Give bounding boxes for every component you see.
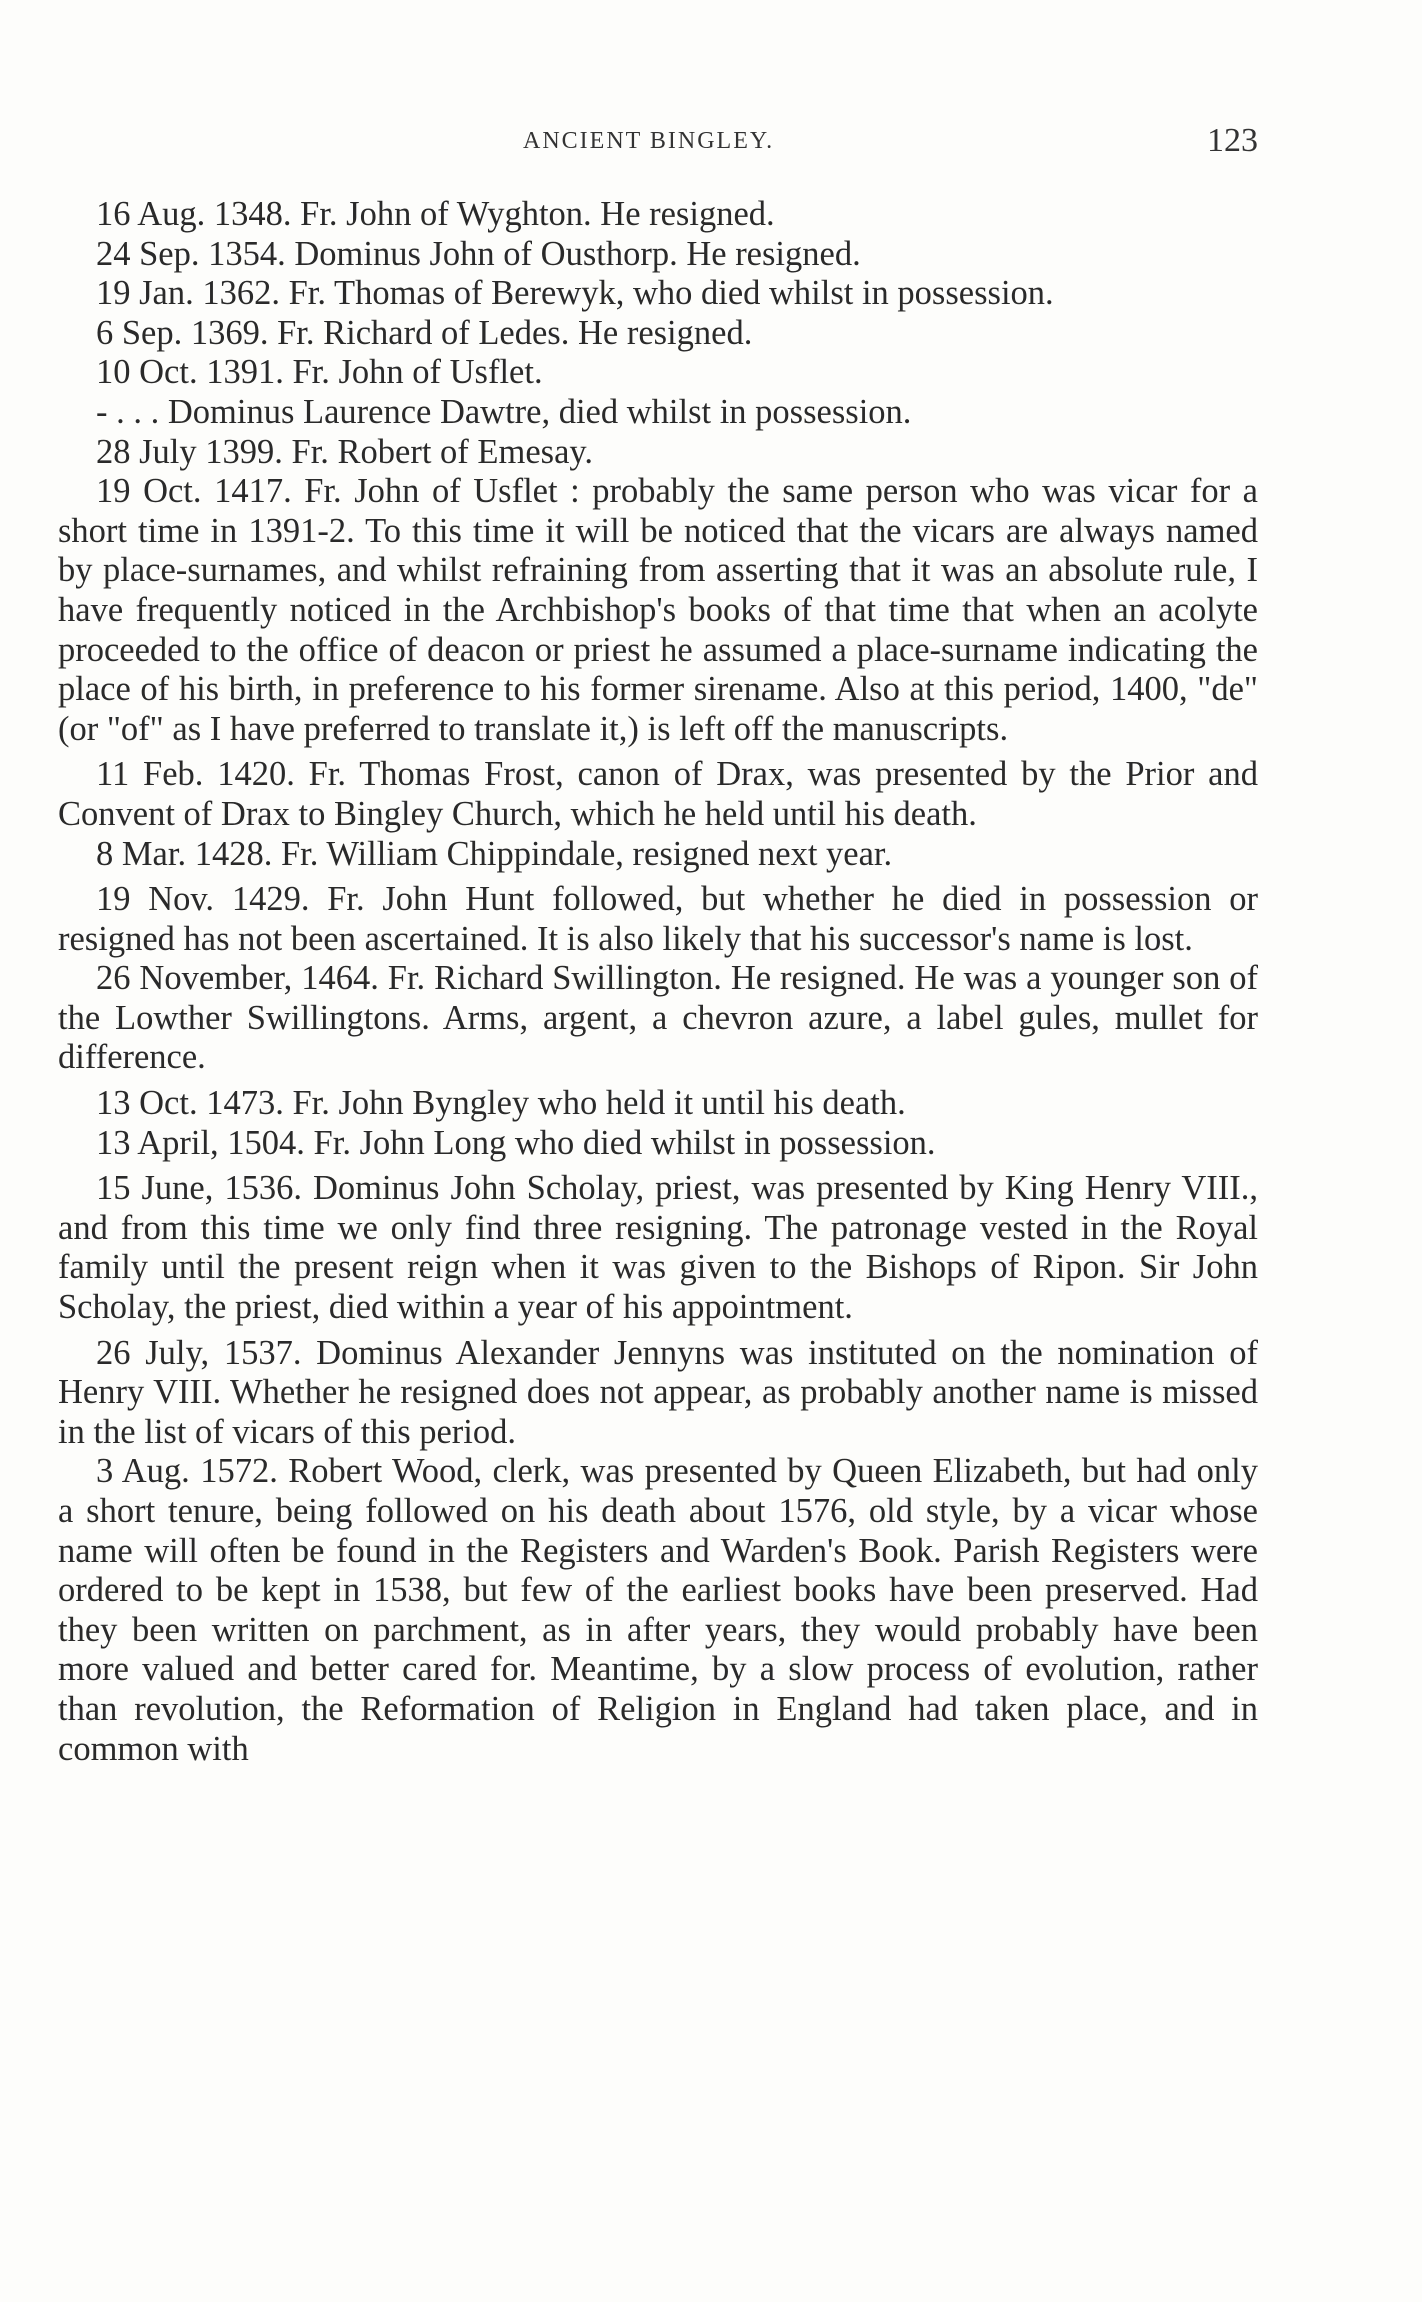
vicar-list-text (58, 195, 1258, 1769)
entry-1348: 16 Aug. 1348. Fr. John of Wyghton. He resigned. (96, 195, 775, 233)
entry-1417: 19 Oct. 1417. Fr. John of Usflet : probably the same person who was vicar for a short time in 1391-2. To this time it will be noticed that the vicars are always named by place-surnames, and whilst refraining from asserting that it was an absolute rule, I have frequently noticed in the Archbishop's books of that time that when an acolyte proceeded to the office of deacon or priest he assumed a place-surname indicating the place of his birth, in preference to his former sirename. Also at this period, 1400, "de" (or "of" as I have preferred to translate it,) is left off the manuscripts. (58, 472, 1258, 748)
running-title: ANCIENT BINGLEY. (523, 128, 775, 154)
entry-1428: 8 Mar. 1428. Fr. William Chippindale, resigned next year. (96, 834, 893, 873)
entry-1572: 3 Aug. 1572. Robert Wood, clerk, was presented by Queen Elizabeth, but had only a short tenure, being followed on his death about 1576, old style, by a vicar whose name will often be found in the Registers and Warden's Book. Parish Registers were ordered to be kept in 1538, but few of the earliest books have been preserved. Had they been written on parchment, as in after years, they would probably have been more valued and better cared for. Meantime, by a slow process of evolution, rather than revolution, the Reformation of Religion in England had taken place, and in common with (58, 1452, 1258, 1768)
entry-1537: 26 July, 1537. Dominus Alexander Jennyns was instituted on the nomination of Henry VIII. Whether he resigned does not appear, as probably another name is missed in the list of vicars of this period. (58, 1333, 1258, 1451)
entry-1391: 10 Oct. 1391. Fr. John of Usflet. (96, 353, 543, 392)
entry-1504: 13 April, 1504. Fr. John Long who died whilst in possession. (96, 1123, 936, 1162)
entry-1369: 6 Sep. 1369. Fr. Richard of Ledes. He resigned. (96, 313, 753, 352)
entry-dawtre: - . . . Dominus Laurence Dawtre, died whilst in possession. (96, 392, 912, 431)
entry-1362: 19 Jan. 1362. Fr. Thomas of Berewyk, who died whilst in possession. (96, 274, 1054, 313)
entry-1399: 28 July 1399. Fr. Robert of Emesay. (96, 432, 594, 471)
entry-1429: 19 Nov. 1429. Fr. John Hunt followed, but whether he died in possession or resigned has not been ascertained. It is also likely that his successor's name is lost. (58, 880, 1258, 958)
page-number: 123 (1207, 122, 1258, 159)
entry-1420: 11 Feb. 1420. Fr. Thomas Frost, canon of Drax, was presented by the Prior and Convent of Drax to Bingley Church, which he held until his death. (58, 755, 1258, 833)
entry-1536: 15 June, 1536. Dominus John Scholay, priest, was presented by King Henry VIII., and from this time we only find three resigning. The patronage vested in the Royal family until the present reign when it was given to the Bishops of Ripon. Sir John Scholay, the priest, died within a year of his appointment. (58, 1169, 1258, 1327)
entry-1473: 13 Oct. 1473. Fr. John Byngley who held it until his death. (96, 1084, 906, 1123)
entry-1354: 24 Sep. 1354. Dominus John of Ousthorp. He resigned. (96, 234, 861, 273)
running-head (58, 122, 1258, 162)
entry-1464: 26 November, 1464. Fr. Richard Swillington. He resigned. He was a younger son of the Lowther Swillingtons. Arms, argent, a chevron azure, a label gules, mullet for difference. (58, 959, 1258, 1077)
